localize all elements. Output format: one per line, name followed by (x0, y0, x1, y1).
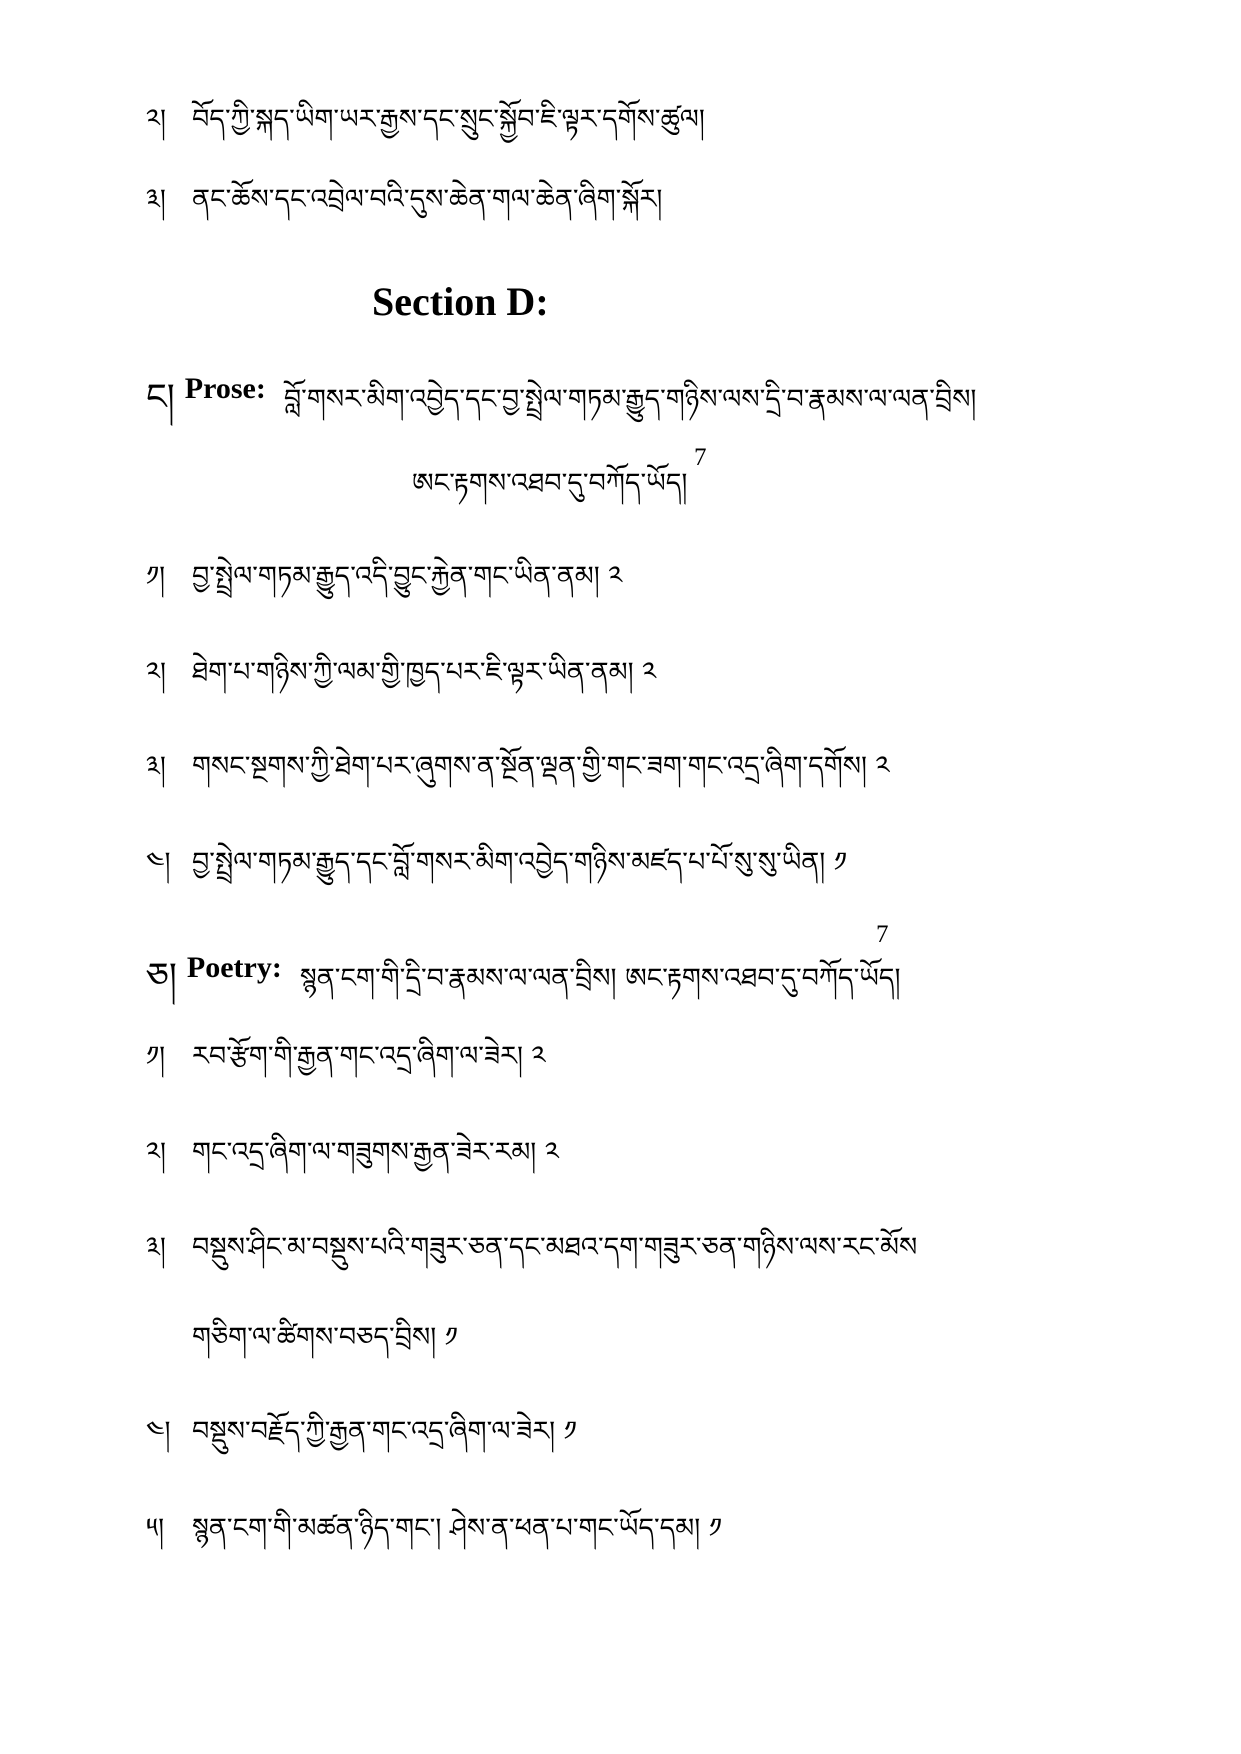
question-number: ༤། (146, 1416, 171, 1447)
question-number: ༢། (146, 104, 166, 135)
poetry-label: Poetry: (186, 950, 282, 984)
prose-marks: 7 (694, 444, 707, 471)
poetry-question-1 (146, 1037, 546, 1077)
prose-question-1 (146, 557, 622, 597)
question-text: བསྡུས་ཤིང་མ་བསྡུས་པའི་གཟུར་ཅན་དང་མཐའ་དག་གཟུར་ཅན་གཉིས་ལས་རང་མོས (192, 1232, 918, 1263)
section-title: Section D: (372, 279, 549, 324)
poetry-marks: 7 (876, 921, 889, 948)
prose-instructions: བློ་གསར་མིག་འབྱེད་དང་བྱ་སྤྲེལ་གཏམ་རྒྱུད་གཉིས་ལས་དྲི་བ་རྣམས་ལ་ལན་བྲིས། (283, 384, 977, 415)
question-text: ཐེག་པ་གཉིས་ཀྱི་ལམ་གྱི་ཁྱད་པར་ཇི་ལྟར་ཡིན་ནམ། ༢ (192, 657, 657, 688)
question-number: ༣། (146, 184, 166, 215)
poetry-question-3-continuation: གཅིག་ལ་ཚིགས་བཅད་བྲིས། ༡ (192, 1322, 458, 1353)
question-number: ༣། (146, 751, 166, 782)
question-number: ༡། (146, 1041, 166, 1072)
prose-instructions-line2: ཨང་རྟགས་འཐབ་དུ་བཀོད་ཡོད། (412, 468, 688, 499)
section-letter: ཅ། (146, 956, 177, 997)
section-letter: ང། (146, 377, 175, 418)
prose-header (146, 356, 976, 458)
question-text: བྱ་སྤྲེལ་གཏམ་རྒྱུད་དང་བློ་གསར་མིག་འབྱེད་གཉིས་མཛད་པ་པོ་སུ་སུ་ཡིན། ༡ (192, 847, 847, 878)
question-text: གསང་སྔགས་ཀྱི་ཐེག་པར་ཞུགས་ན་སྔོན་ལྡན་གྱི་གང་ཟག་གང་འདྲ་ཞིག་དགོས། ༢ (192, 751, 890, 782)
question-text: གང་འདྲ་ཞིག་ལ་གཟུགས་རྒྱན་ཟེར་རམ། ༢ (192, 1137, 559, 1168)
question-number: ༡། (146, 561, 166, 592)
question-text: བོད་ཀྱི་སྐད་ཡིག་ཡར་རྒྱས་དང་སྲུང་སྐྱོབ་ཇི་ལྟར་དགོས་ཚུལ། (192, 104, 705, 135)
question-text: བྱ་སྤྲེལ་གཏམ་རྒྱུད་འདི་བྱུང་རྐྱེན་གང་ཡིན་ནམ། ༢ (192, 561, 623, 592)
question-3 (146, 180, 662, 220)
question-text: བསྡུས་བརྗོད་ཀྱི་རྒྱན་གང་འདྲ་ཞིག་ལ་ཟེར། ༡ (192, 1416, 577, 1447)
question-number: ༤། (146, 847, 171, 878)
poetry-header (146, 935, 900, 1037)
question-number: ༣། (146, 1232, 166, 1263)
prose-question-4 (146, 843, 847, 883)
poetry-question-4 (146, 1412, 577, 1452)
question-2 (146, 100, 705, 140)
prose-question-3 (146, 747, 890, 787)
prose-question-2 (146, 653, 656, 693)
prose-label: Prose: (184, 371, 266, 405)
question-number: ༢། (146, 657, 166, 688)
question-text: ནང་ཆོས་དང་འབྲེལ་བའི་དུས་ཆེན་གལ་ཆེན་ཞིག་སྐོར། (192, 184, 663, 215)
poetry-instructions: སྙན་ངག་གི་དྲི་བ་རྣམས་ལ་ལན་བྲིས། ཨང་རྟགས་འཐབ་དུ་བཀོད་ཡོད། (299, 963, 901, 994)
question-number: ༥། (146, 1513, 165, 1544)
question-number: ༢། (146, 1137, 166, 1168)
poetry-question-3 (146, 1228, 917, 1268)
question-text: སྙན་ངག་གི་མཚན་ཉིད་གང་། ཤེས་ན་ཕན་པ་གང་ཡོད་དམ། ༡ (192, 1513, 722, 1544)
poetry-question-5 (146, 1509, 722, 1549)
poetry-question-2 (146, 1133, 559, 1173)
question-text: རབ་རྩོག་གི་རྒྱན་གང་འདྲ་ཞིག་ལ་ཟེར། ༢ (192, 1041, 546, 1072)
